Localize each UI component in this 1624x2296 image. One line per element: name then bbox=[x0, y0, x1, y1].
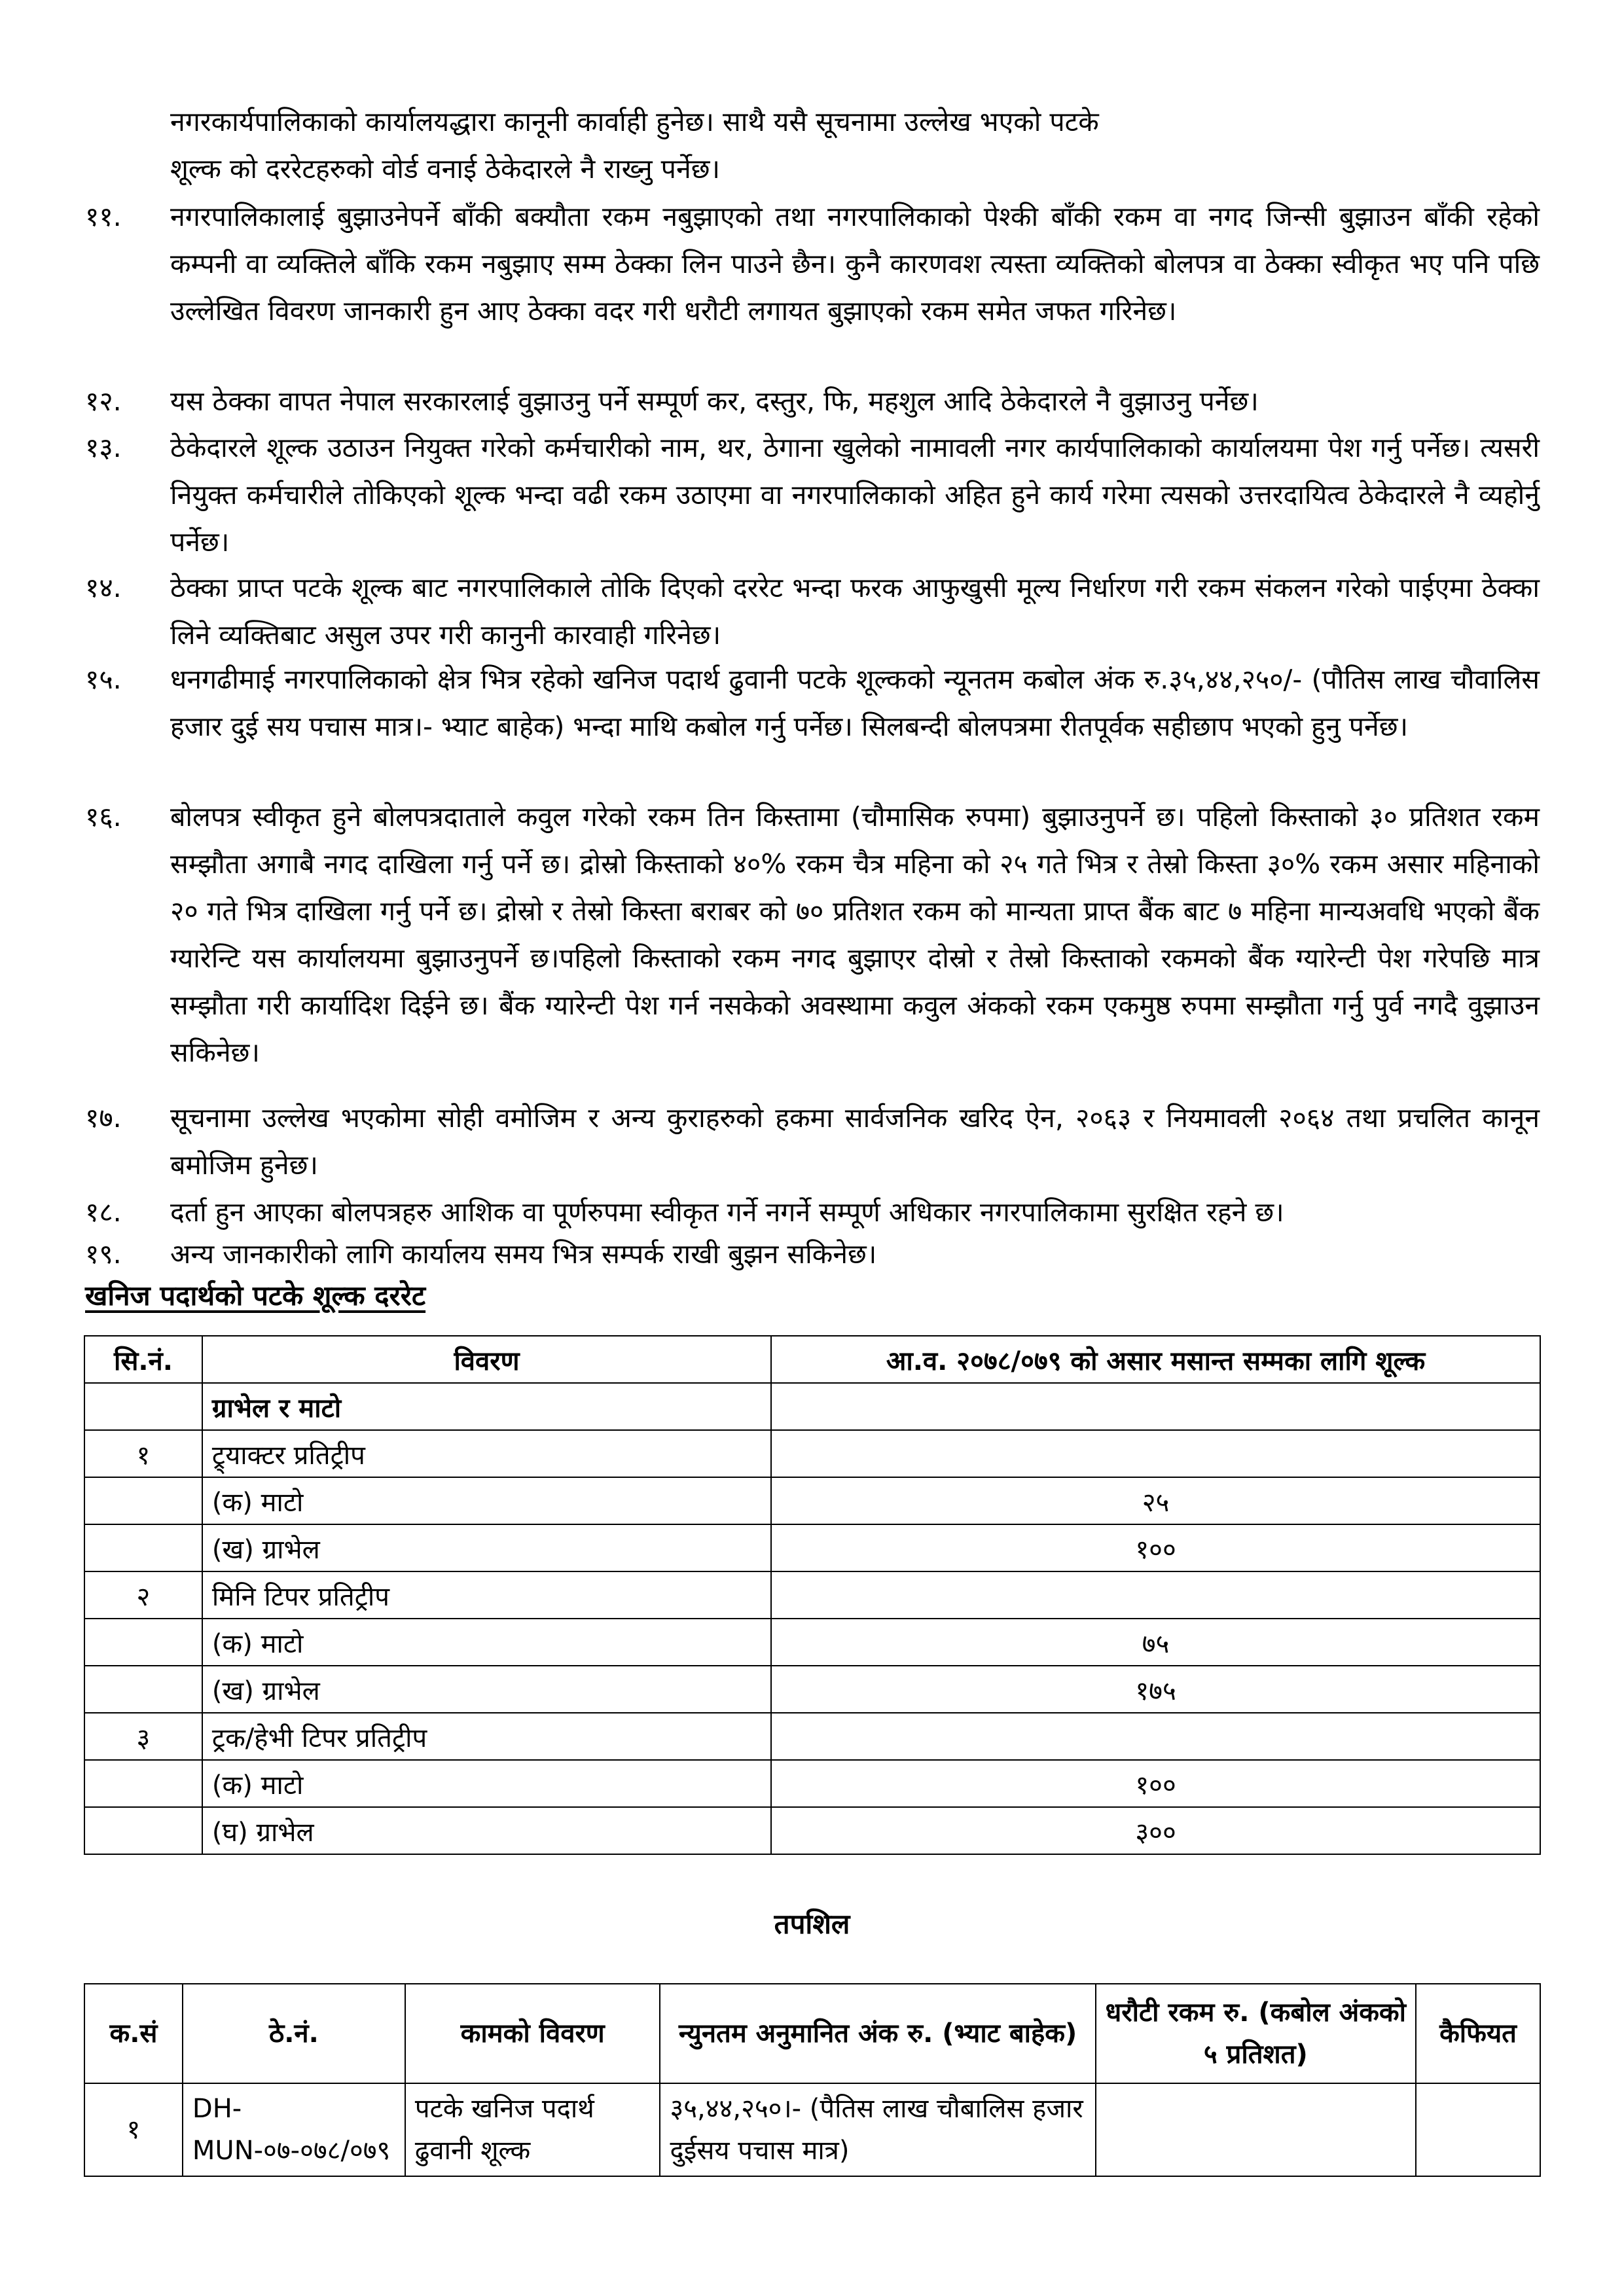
table-row bbox=[84, 1760, 1540, 1807]
row-description: ट्र्याक्टर प्रतिट्रीप bbox=[202, 1430, 771, 1477]
rate-table bbox=[84, 1335, 1541, 1855]
row-fee: १०० bbox=[771, 1760, 1540, 1807]
header-remarks: कैफियत bbox=[1416, 1984, 1540, 2083]
clause-number: १९. bbox=[85, 1238, 122, 1270]
row-description: (ख) ग्राभेल bbox=[202, 1524, 771, 1571]
clause-number: ११. bbox=[85, 201, 122, 232]
row-description: मिनि टिपर प्रतिट्रीप bbox=[202, 1571, 771, 1619]
tapsil-table-header bbox=[84, 1984, 1540, 2083]
row-description: (क) माटो bbox=[202, 1619, 771, 1666]
clause-number: १६. bbox=[85, 801, 122, 833]
header-sn: सि.नं. bbox=[84, 1336, 202, 1383]
table-row bbox=[84, 1430, 1540, 1477]
clause-text: यस ठेक्का वापत नेपाल सरकारलाई वुझाउनु पर्ने सम्पूर्ण कर, दस्तुर, फि, महशुल आदि ठेकेदारले नै वुझाउनु पर्नेछ। bbox=[170, 386, 1259, 417]
table-row bbox=[84, 1619, 1540, 1666]
table-row bbox=[84, 1383, 1540, 1430]
row-description: (क) माटो bbox=[202, 1760, 771, 1807]
table-row bbox=[84, 1524, 1540, 1571]
header-deposit: धरौटी रकम रु. (कबोल अंकको ५ प्रतिशत) bbox=[1096, 1984, 1416, 2083]
clause-text: बोलपत्र स्वीकृत हुने बोलपत्रदाताले कवुल गरेको रकम तिन किस्तामा (चौमासिक रुपमा) बुझाउनुपर्ने छ। पहिलो किस्ताको ३० प्रतिशत रकम सम्झौता अगाबै नगद दाखिला गर्नु पर्ने छ। द्रोस्रो किस्ताको ४०% रकम चैत्र महिना को २५ गते भित्र र तेस्रो किस्ता ३०% रकम असार महिनाको २० गते भित्र दाखिला गर्नु पर्ने छ। द्रोस्रो र तेस्रो किस्ता बराबर को ७० प्रतिशत रकम को मान्यता प्राप्त बैंक बाट ७ महिना मान्यअवधि भएको बैंक ग्यारेन्टि यस कार्यालयमा बुझाउनुपर्ने छ।पहिलो किस्ताको रकम नगद बुझाएर दोस्रो र तेस्रो किस्ताको रकमको बैंक ग्यारेन्टी पेश गरेपछि मात्र सम्झौता गरी कार्यादिश दिईने छ। बैंक ग्यारेन्टी पेश गर्न नसकेको अवस्थामा कवुल अंकको रकम एकमुष्ठ रुपमा सम्झौता गर्नु पुर्व नगदै वुझाउन सकिनेछ। bbox=[170, 801, 1540, 1068]
clause-text: ठेकेदारले शूल्क उठाउन नियुक्त गरेको कर्मचारीको नाम, थर, ठेगाना खुलेको नामावली नगर कार्यपालिकाको कार्यालयमा पेश गर्नु पर्नेछ। त्यसरी नियुक्त कर्मचारीले तोकिएको शूल्क भन्दा वढी रकम उठाएमा वा नगरपालिकाको अहित हुने कार्य गरेमा त्यसको उत्तरदायित्व ठेकेदारले नै व्यहोर्नु पर्नेछ। bbox=[170, 432, 1540, 558]
rate-section-title: खनिज पदार्थको पटके शूल्क दररेट bbox=[85, 1280, 426, 1312]
table-row bbox=[84, 2083, 1540, 2176]
clause-text: ठेक्का प्राप्त पटके शूल्क बाट नगरपालिकाले तोकि दिएको दररेट भन्दा फरक आफुखुसी मूल्य निर्धारण गरी रकम संकलन गरेको पाईएमा ठेक्का लिने व्यक्तिबाट असुल उपर गरी कानुनी कारवाही गरिनेछ। bbox=[170, 572, 1540, 651]
intro-line-1: नगरकार्यपालिकाको कार्यालयद्धारा कानूनी कार्वाही हुनेछ। साथै यसै सूचनामा उल्लेख भएको पटके bbox=[170, 106, 1099, 137]
row-sn bbox=[84, 1760, 202, 1807]
row-remarks bbox=[1416, 2083, 1540, 2176]
row-fee bbox=[771, 1713, 1540, 1760]
row-sn: १ bbox=[84, 1430, 202, 1477]
clause-12 bbox=[85, 378, 1540, 425]
header-description: विवरण bbox=[202, 1336, 771, 1383]
row-sn bbox=[84, 1524, 202, 1571]
row-fee: १७५ bbox=[771, 1666, 1540, 1713]
clause-18 bbox=[85, 1189, 1540, 1236]
row-fee bbox=[771, 1430, 1540, 1477]
header-contract-no: ठे.नं. bbox=[183, 1984, 405, 2083]
row-sn bbox=[84, 1619, 202, 1666]
row-work-description: पटके खनिज पदार्थ ढुवानी शूल्क bbox=[405, 2083, 660, 2176]
clause-text: सूचनामा उल्लेख भएकोमा सोही वमोजिम र अन्य कुराहरुको हकमा सार्वजनिक खरिद ऐन, २०६३ र नियमावली २०६४ तथा प्रचलित कानून बमोजिम हुनेछ। bbox=[170, 1102, 1540, 1181]
row-description: (क) माटो bbox=[202, 1477, 771, 1524]
clause-14 bbox=[85, 564, 1540, 658]
intro-line-2: शूल्क को दररेटहरुको वोर्ड वनाई ठेकेदारले नै राख्नु पर्नेछ। bbox=[170, 153, 721, 185]
header-fee: आ.व. २०७८/०७९ को असार मसान्त सम्मका लागि शूल्क bbox=[771, 1336, 1540, 1383]
row-sn bbox=[84, 1383, 202, 1430]
clause-number: १७. bbox=[85, 1102, 122, 1134]
row-fee bbox=[771, 1571, 1540, 1619]
clause-number: १४. bbox=[85, 572, 122, 603]
clause-15 bbox=[85, 656, 1540, 750]
row-description: (घ) ग्राभेल bbox=[202, 1807, 771, 1854]
header-work-description: कामको विवरण bbox=[405, 1984, 660, 2083]
clause-11 bbox=[85, 193, 1540, 334]
clause-19 bbox=[85, 1230, 1540, 1278]
table-row bbox=[84, 1807, 1540, 1854]
row-fee bbox=[771, 1383, 1540, 1430]
clause-13 bbox=[85, 424, 1540, 565]
clause-17 bbox=[85, 1094, 1540, 1189]
clause-16 bbox=[85, 793, 1540, 1076]
row-fee: २५ bbox=[771, 1477, 1540, 1524]
row-sn: ३ bbox=[84, 1713, 202, 1760]
table-row bbox=[84, 1666, 1540, 1713]
clause-number: १३. bbox=[85, 432, 122, 463]
row-description: ग्राभेल र माटो bbox=[202, 1383, 771, 1430]
clause-text: दर्ता हुन आएका बोलपत्रहरु आशिक वा पूर्णरुपमा स्वीकृत गर्ने नगर्ने सम्पूर्ण अधिकार नगरपालिकामा सुरक्षित रहने छ। bbox=[170, 1196, 1284, 1228]
clause-text: अन्य जानकारीको लागि कार्यालय समय भित्र सम्पर्क राखी बुझन सकिनेछ। bbox=[170, 1238, 877, 1270]
table-row bbox=[84, 1571, 1540, 1619]
tapsil-table bbox=[84, 1983, 1541, 2177]
table-row bbox=[84, 1477, 1540, 1524]
clause-text: धनगढीमाई नगरपालिकाको क्षेत्र भित्र रहेको खनिज पदार्थ ढुवानी पटके शूल्कको न्यूनतम कबोल अंक रु.३५,४४,२५०/- (पौतिस लाख चौवालिस हजार दुई सय पचास मात्र।- भ्याट बाहेक) भन्दा माथि कबोल गर्नु पर्नेछ। सिलबन्दी बोलपत्रमा रीतपूर्वक सहीछाप भएको हुनु पर्नेछ। bbox=[170, 664, 1540, 742]
row-deposit bbox=[1096, 2083, 1416, 2176]
rate-table-header bbox=[84, 1336, 1540, 1383]
row-sn bbox=[84, 1477, 202, 1524]
clause-number: १५. bbox=[85, 664, 122, 695]
row-fee: ३०० bbox=[771, 1807, 1540, 1854]
clause-number: १८. bbox=[85, 1196, 122, 1228]
row-contract-no: DH-MUN-०७-०७८/०७९ bbox=[183, 2083, 405, 2176]
row-description: (ख) ग्राभेल bbox=[202, 1666, 771, 1713]
row-sn bbox=[84, 1666, 202, 1713]
row-description: ट्रक/हेभी टिपर प्रतिट्रीप bbox=[202, 1713, 771, 1760]
table-row bbox=[84, 1713, 1540, 1760]
row-min-amount: ३५,४४,२५०।- (पैतिस लाख चौबालिस हजार दुईसय पचास मात्र) bbox=[660, 2083, 1095, 2176]
header-serial: क.सं bbox=[84, 1984, 183, 2083]
tapsil-title: तपशिल bbox=[774, 1908, 850, 1940]
header-min-amount: न्युनतम अनुमानित अंक रु. (भ्याट बाहेक) bbox=[660, 1984, 1095, 2083]
row-serial: १ bbox=[84, 2083, 183, 2176]
row-sn bbox=[84, 1807, 202, 1854]
clause-number: १२. bbox=[85, 386, 122, 417]
row-fee: १०० bbox=[771, 1524, 1540, 1571]
row-sn: २ bbox=[84, 1571, 202, 1619]
row-fee: ७५ bbox=[771, 1619, 1540, 1666]
clause-text: नगरपालिकालाई बुझाउनेपर्ने बाँकी बक्यौता रकम नबुझाएको तथा नगरपालिकाको पेश्की बाँकी रकम वा नगद जिन्सी बुझाउन बाँकी रहेको कम्पनी वा व्यक्तिले बाँकि रकम नबुझाए सम्म ठेक्का लिन पाउने छैन। कुनै कारणवश त्यस्ता व्यक्तिको बोलपत्र वा ठेक्का स्वीकृत भए पनि पछि उल्लेखित विवरण जानकारी हुन आए ठेक्का वदर गरी धरौटी लगायत बुझाएको रकम समेत जफत गरिनेछ। bbox=[170, 201, 1540, 327]
